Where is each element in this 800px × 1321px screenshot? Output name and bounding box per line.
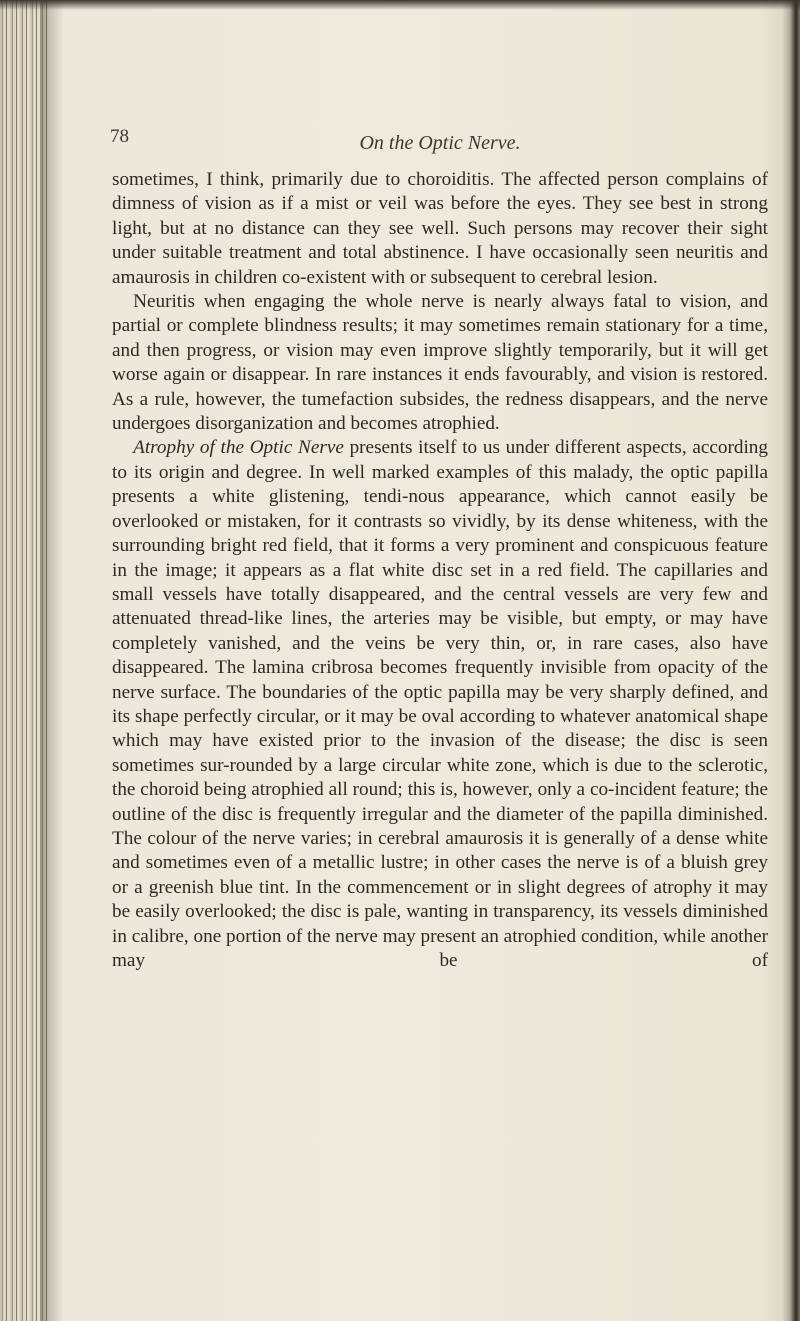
top-page-edge [0,0,800,10]
paragraph-2: Neuritis when engaging the whole nerve is nearly always fatal to vision, and partial or complete blindness results; it may sometimes remain stationary for a time, and then progress, or vision may even improve slightly temporarily, but it will get worse again or disappear. In rare instances it ends favourably, and vision is restored. As a rule, however, the tumefaction subsides, the redness disappears, and the nerve undergoes disorganization and becomes atrophied. [112,291,768,435]
page-number: 78 [110,126,129,147]
paragraph-3 [112,436,768,973]
page-header [110,126,770,162]
running-title: On the Optic Nerve. [359,132,521,154]
right-page-edge [782,0,800,1321]
paragraph-3-text: presents itself to us under different aspects, according to its origin and degree. In well marked examples of this malady, the optic papilla presents a white glistening, tendi-nous appearance, which cannot easily be overlooked or mistaken, for it contrasts so vividly, by its dense whiteness, with the surrounding bright red field, that it forms a very prominent and conspicuous feature in the image; it appears as a flat white disc set in a red field. The capillaries and small vessels have totally disappeared, and the central vessels are very few and attenuated thread-like lines, the arteries may be visible, but empty, or may have completely vanished, and the veins be very thin, or, in rare cases, also have disappeared. The lamina cribrosa becomes frequently invisible from opacity of the nerve surface. The boundaries of the optic papilla may be very sharply defined, and its shape perfectly circular, or it may be oval according to whatever anatomical shape which may have existed prior to the invasion of the disease; the disc is seen sometimes sur-rounded by a large circular white zone, which is due to the sclerotic, the choroid being atrophied all round; this is, however, only a co-incident feature; the outline of the disc is frequently irregular and the diameter of the papilla diminished. The colour of the nerve varies; in cerebral amaurosis it is generally of a dense white and sometimes even of a metallic lustre; in other cases the nerve is of a bluish grey or a greenish blue tint. In the commencement or in slight degrees of atrophy it may be easily overlooked; the disc is pale, wanting in transparency, its vessels diminished in calibre, one portion of the nerve may present an atrophied condition, while another may be of [112,437,768,971]
paragraph-1: sometimes, I think, primarily due to choroiditis. The affected person complains of dimness of vision as if a mist or veil was before the eyes. They see best in strong light, but at no distance can they see well. Such persons may recover their sight under suitable treatment and total abstinence. I have occasionally seen neuritis and amaurosis in children co-existent with or subsequent to cerebral lesion. [112,169,768,288]
body-text [112,168,768,973]
binding-shadow [40,0,64,1321]
section-heading-atrophy: Atrophy of the Optic Nerve [133,437,344,459]
